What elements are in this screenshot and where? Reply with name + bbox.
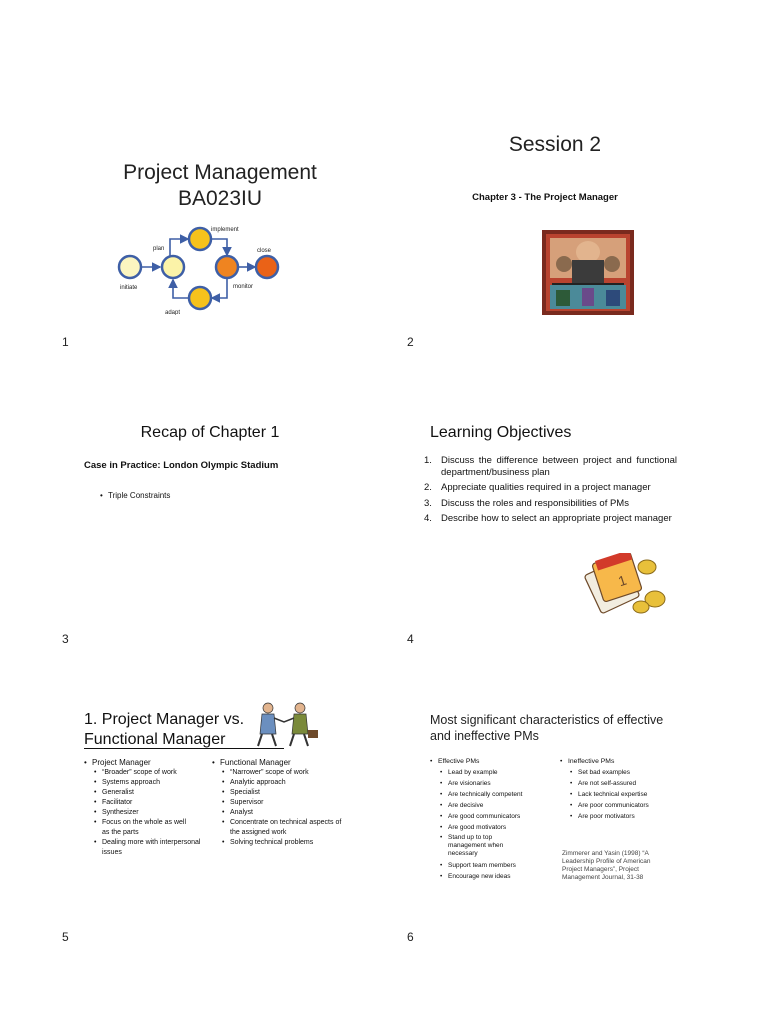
project-manager-clipart [542,230,634,315]
list-item: • Are not self-assured [560,778,700,789]
list-item: • Support team members [430,860,560,871]
project-cycle-diagram [115,225,295,315]
monitor-label: monitor [233,284,254,290]
list-item: • Are visionaries [430,778,560,789]
svg-text:1: 1 [616,571,629,590]
bullet-triple-constraints: • Triple Constraints [100,490,170,501]
title-line-2: BA023IU [177,187,263,210]
slide-3-number: 3 [62,632,69,646]
list-item: • Lack technical expertise [560,789,700,800]
functional-manager-head: • Functional Manager [212,757,352,768]
calendar-clipart [583,553,668,615]
slide-2-title: Session 2 [508,133,602,156]
list-item: • Focus on the whole as well as the parts [84,818,192,838]
plan-label: plan [153,246,165,252]
list-item: • Supervisor [212,798,352,808]
slide-3-title: Recap of Chapter 1 [140,424,280,441]
close-label: close [257,248,272,254]
implement-label: implement [211,227,239,233]
list-item: • Are good communicators [430,811,560,822]
objectives-list [424,455,677,529]
managers-handshake-clipart [250,700,320,748]
list-item: • Are technically competent [430,789,560,800]
objective-item: 3. Discuss the roles and responsibilities of PMs [424,497,629,509]
effective-pms-head: • Effective PMs [430,757,560,767]
list-item: • Specialist [212,788,352,798]
plan-node [162,256,184,278]
adapt-node [189,287,211,309]
list-item: • “Broader” scope of work [84,768,224,778]
slide-6 [405,700,715,910]
slide-3-case: Case in Practice: London Olympic Stadium [84,460,279,471]
effective-pms-list [430,757,560,882]
slide-1-number: 1 [62,335,69,349]
slide-4-number: 4 [407,632,414,646]
ineffective-pms-head: • Ineffective PMs [560,757,700,767]
slide-2 [405,120,705,320]
list-item: • Analyst [212,808,352,818]
list-item: • Are poor motivators [560,811,700,822]
slide-6-title [430,712,663,744]
objective-item: 2. Appreciate qualities required in a project manager [424,482,651,493]
list-item: • Lead by example [430,767,560,778]
slide-5 [60,700,380,910]
title-line-1: 1. Project Manager vs. [84,711,245,728]
monitor-node [216,256,238,278]
slide-4 [405,420,705,620]
list-item: • “Narrower” scope of work [212,768,352,778]
initiate-node [119,256,141,278]
project-manager-list [84,757,224,858]
slide-1-title [60,160,380,212]
close-node [256,256,278,278]
project-manager-head: • Project Manager [84,757,224,768]
list-item: • Are poor communicators [560,800,700,811]
title-line-1: Project Management [123,161,317,184]
slide-6-number: 6 [407,930,414,944]
ineffective-pms-list [560,757,700,822]
adapt-label: adapt [165,310,181,315]
title-line-2: Functional Manager [84,731,226,748]
implement-node [189,228,211,250]
functional-manager-list [212,757,352,848]
slide-3 [60,420,380,620]
list-item: • Dealing more with interpersonal issues [84,838,202,858]
title-line-2: and ineffective PMs [430,729,539,743]
slide-2-number: 2 [407,335,414,349]
list-item: • Solving technical problems [212,838,320,848]
list-item: • Stand up to top management when necessary [430,834,518,858]
slide-5-title [84,710,244,750]
list-item: • Concentrate on technical aspects of the assigned work [212,818,350,838]
citation: Zimmerer and Yasin (1998) “A Leadership Profile of American Project Managers”, Project Management Journal, 31-38 [562,850,651,881]
slide-1 [60,150,380,330]
objective-item: 1. Discuss the difference between project and functional department/business plan [424,455,677,478]
list-item: • Synthesizer [84,808,224,818]
objective-item: 4. Describe how to select an appropriate project manager [424,513,672,524]
list-item: • Are good motivators [430,822,560,833]
title-line-1: Most significant characteristics of effective [430,713,664,727]
initiate-label: initiate [120,285,138,291]
slide-5-number: 5 [62,930,69,944]
slide-2-subtitle: Chapter 3 - The Project Manager [472,192,618,203]
list-item: • Facilitator [84,798,224,808]
list-item: • Are decisive [430,800,560,811]
list-item: • Analytic approach [212,778,352,788]
slide-3-bullets [100,490,170,501]
slide-4-title: Learning Objectives [430,424,572,441]
title-underline [84,748,284,749]
list-item: • Generalist [84,788,224,798]
list-item: • Set bad examples [560,767,700,778]
list-item: • Systems approach [84,778,224,788]
list-item: • Encourage new ideas [430,871,560,882]
